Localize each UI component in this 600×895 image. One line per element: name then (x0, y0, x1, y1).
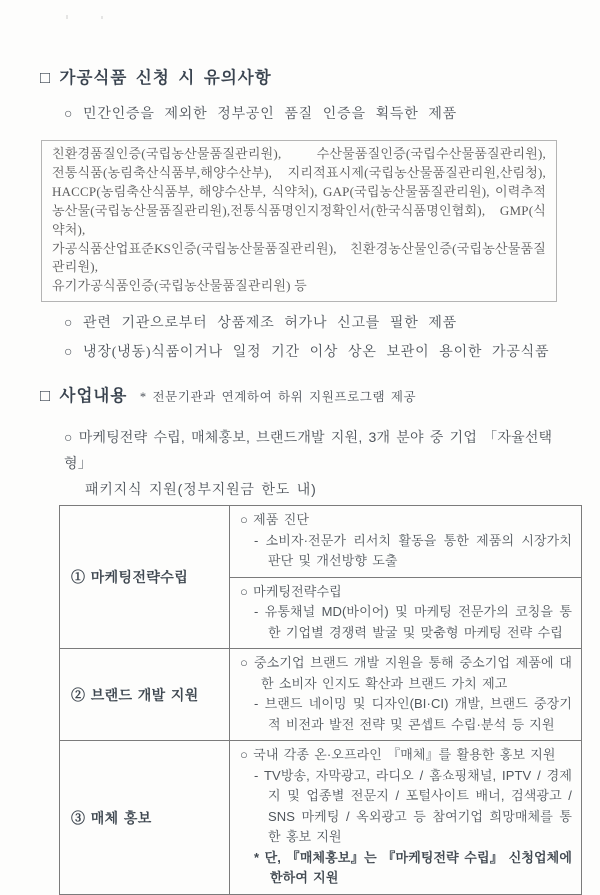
business-bullet-line: 패키지식 지원(정부지원금 한도 내) (85, 481, 317, 498)
cell-item: ○ 마케팅전략수립 (240, 583, 342, 599)
support-programs-table (59, 505, 582, 895)
certification-line: 친환경품질인증(국립농산물품질관리원), 수산물품질인증(국립수산물품질관리원), (52, 146, 546, 161)
table-cell-media-promotion (230, 741, 582, 895)
business-bullet-line: ○ 마케팅전략 수립, 매체홍보, 브랜드개발 지원, 3개 분야 중 기업 「자율선택형」 (64, 429, 553, 472)
table-label-brand-development: ② 브랜드 개발 지원 (60, 649, 230, 741)
notice-bullet-permit: ○ 관련 기관으로부터 상품제조 허가나 신고를 필한 제품 (64, 316, 457, 332)
business-heading-note: * 전문기관과 연계하여 하위 지원프로그램 제공 (139, 390, 417, 405)
table-row (60, 506, 582, 578)
cell-note: * 단, 『매체홍보』는 『마케팅전략 수립』 신청업체에 한하여 지원 (254, 849, 572, 886)
table-label-media-promotion: ③ 매체 홍보 (60, 741, 230, 895)
notice-bullet-certified: ○ 민간인증을 제외한 정부공인 품질 인증을 획득한 제품 (64, 107, 457, 122)
scan-artifact (101, 16, 103, 19)
notice-section-heading: □ 가공식품 신청 시 유의사항 (40, 69, 272, 87)
business-overview-bullet (64, 424, 566, 502)
cell-item: ○ 국내 각종 온·오프라인 『매체』를 활용한 홍보 지원 (240, 747, 556, 763)
certification-line: 가공식품산업표준KS인증(국립농산물품질관리원), 친환경농산물인증(국립농산물품질관리원), (52, 240, 546, 275)
cell-subitem: - TV방송, 자막광고, 라디오 / 홈쇼핑채널, IPTV / 경제지 및 업종별 전문지 / 포털사이트 배너, 검색광고 / SNS 마케팅 / 옥외광고 등 참여기업 희망매체를 통한 홍보 지원 (254, 767, 572, 845)
table-cell-brand-development (230, 649, 582, 741)
cell-subitem: - 소비자·전문가 리서치 활동을 통한 제품의 시장가치 판단 및 개선방향 도출 (254, 532, 572, 569)
table-row (60, 741, 582, 895)
table-cell-marketing-strategy (230, 577, 582, 649)
table-cell-product-diagnosis (230, 506, 582, 578)
certification-line: HACCP(농림축산식품부, 해양수산부, 식약처), GAP(국립농산물품질관리원), 이력추적 (52, 183, 546, 199)
certification-line: 농산물(국립농산물품질관리원),전통식품명인지정확인서(한국식품명인협회), GMP(식약처), (52, 202, 546, 237)
scan-artifact (66, 15, 68, 19)
cell-item: ○ 제품 진단 (240, 512, 310, 528)
cell-subitem: - 유통채널 MD(바이어) 및 마케팅 전문가의 코칭을 통한 기업별 경쟁력 발굴 및 맞춤형 마케팅 전략 수립 (254, 604, 572, 640)
table-label-marketing-strategy: ① 마케팅전략수립 (60, 506, 230, 649)
certification-list-box (41, 140, 557, 302)
certification-line: 전통식품(농림축산식품부,해양수산부), 지리적표시제(국립농산물품질관리원,산림청), (52, 164, 546, 180)
business-heading-text: □ 사업내용 (40, 387, 128, 406)
table-row (60, 649, 582, 741)
cell-subitem: - 브랜드 네이밍 및 디자인(BI·CI) 개발, 브랜드 중장기적 비전과 발전 전략 및 콘셉트 수립·분석 등 지원 (254, 696, 572, 732)
certification-line: 유기가공식품인증(국립농산물품질관리원) 등 (52, 278, 307, 294)
notice-bullet-storage: ○ 냉장(냉동)식품이거나 일정 기간 이상 상온 보관이 용이한 가공식품 (64, 345, 550, 361)
business-section-heading (40, 384, 566, 409)
cell-item: ○ 중소기업 브랜드 개발 지원을 통해 중소기업 제품에 대한 소비자 인지도 확산과 브랜드 가치 제고 (240, 655, 572, 691)
